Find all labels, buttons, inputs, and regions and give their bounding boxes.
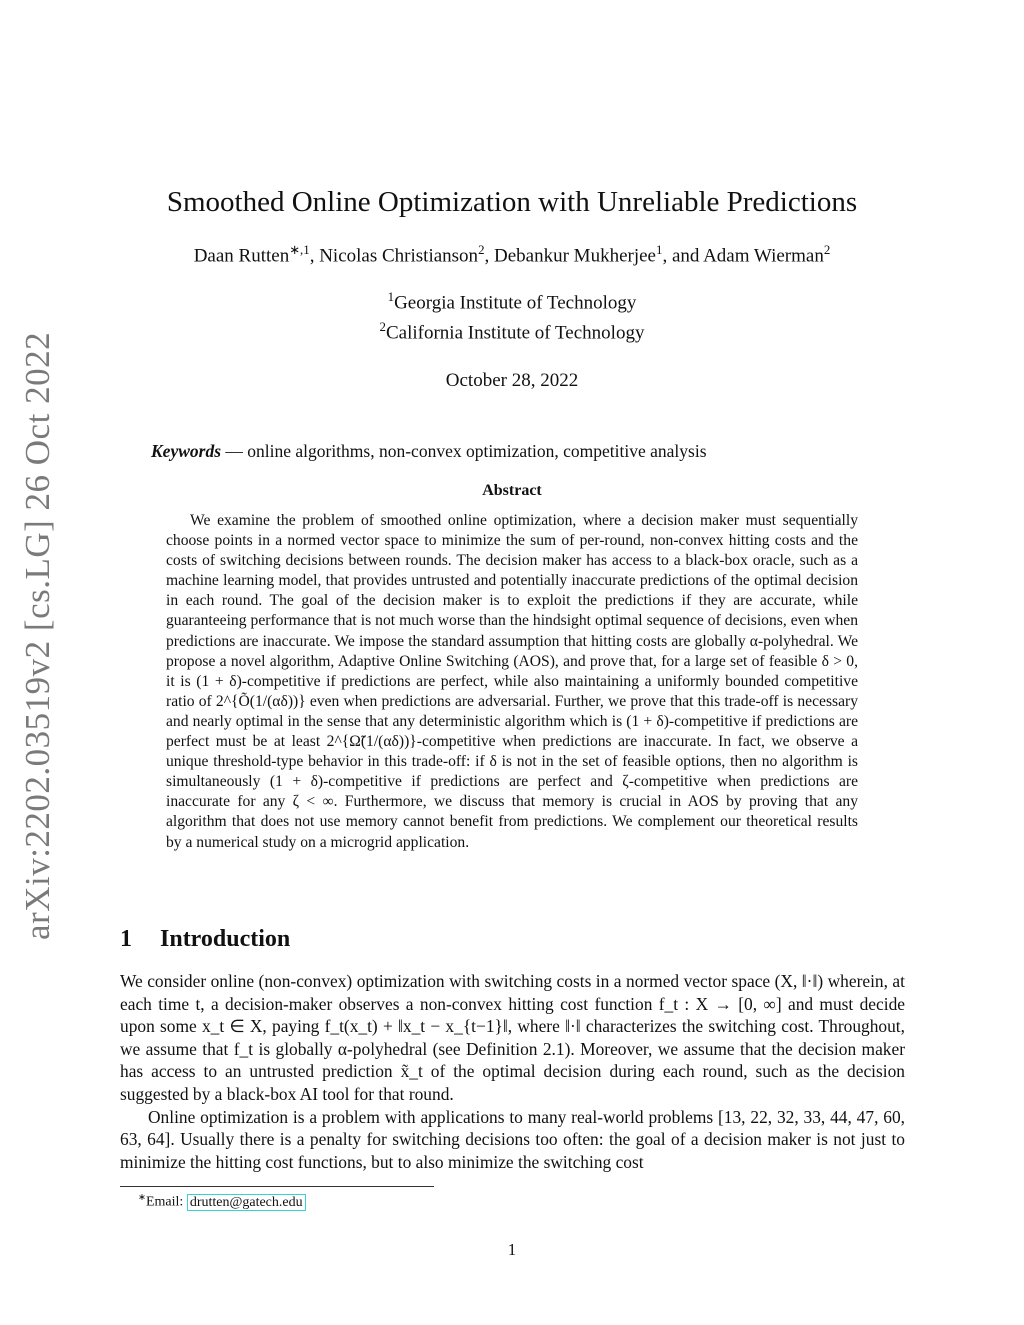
- author-separator: ,: [484, 245, 495, 267]
- footnote-label: Email:: [145, 1194, 187, 1210]
- author-affiliation-mark: 2: [823, 242, 831, 257]
- author-list: [0, 242, 1024, 267]
- abstract-body: [166, 511, 858, 853]
- section-number: 1: [120, 926, 132, 952]
- author-affiliation-mark: 1: [655, 242, 663, 257]
- affiliation-name: California Institute of Technology: [385, 322, 645, 344]
- publication-date: October 28, 2022: [445, 370, 579, 391]
- abstract-text: We examine the problem of smoothed online optimization, where a decision maker must sequentially choose points in a normed vector space to minimize the sum of per-round, non-convex hitting costs and the costs of switching decisions between rounds. The decision maker has access to a black-box oracle, such as a machine learning model, that provides untrusted and potentially inaccurate predictions of the optimal decision in each round. The goal of the decision maker is to exploit the predictions if they are accurate, while guaranteeing performance that is not much worse than the hindsight optimal sequence of decisions, even when predictions are inaccurate. We impose the standard assumption that hitting costs are globally α-polyhedral. We propose a novel algorithm, Adaptive Online Switching (AOS), and prove that, for a large set of feasible δ > 0, it is (1 + δ)-competitive if predictions are perfect, while also maintaining a uniformly bounded competitive ratio of 2^{Õ(1/(αδ))} even when predictions are adversarial. Further, we prove that this trade-off is necessary and nearly optimal in the sense that any deterministic algorithm which is (1 + δ)-competitive if predictions are perfect must be at least 2^{Ω̃(1/(αδ))}-competitive when predictions are inaccurate. In fact, we observe a unique threshold-type behavior in this trade-off: if δ is not in the set of feasible options, then no algorithm is simultaneously (1 + δ)-competitive if predictions are perfect and ζ-competitive when predictions are inaccurate for any ζ < ∞. Furthermore, we discuss that memory is crucial in AOS by proving that any algorithm that does not use memory cannot benefit from predictions. We complement our theoretical results by a numerical study on a microgrid application.: [166, 512, 858, 851]
- email-link[interactable]: drutten@gatech.edu: [187, 1194, 306, 1211]
- arxiv-identifier[interactable]: arXiv:2202.03519v2 [cs.LG] 26 Oct 2022: [18, 331, 57, 940]
- affiliation-list: [0, 285, 1024, 346]
- author-affiliation-mark: 2: [478, 242, 485, 257]
- affiliation-name: Georgia Institute of Technology: [394, 292, 637, 314]
- body-paragraph: Online optimization is a problem with applications to many real-world problems [13, 22, 32, 33, 44, 47, 60, 63, 64]. Usually there is a penalty for switching decisions too often: the goal of a decision maker is not just to minimize the hitting cost functions, but to also minimize the switching cost: [120, 1106, 905, 1172]
- section-heading: [120, 926, 290, 953]
- keywords-label: Keywords: [151, 441, 221, 461]
- affiliation-mark: 1: [387, 289, 395, 304]
- author-name: Adam Wierman: [703, 245, 824, 267]
- footnote: [138, 1192, 306, 1211]
- keywords-line: [151, 441, 891, 462]
- author-separator: , and: [662, 245, 704, 267]
- author-affiliation-mark: ∗,1: [289, 242, 310, 257]
- introduction-body: [120, 970, 905, 1173]
- section-title: Introduction: [160, 926, 291, 952]
- footnote-divider: [120, 1186, 434, 1187]
- footnote-marker: ∗: [138, 1193, 146, 1203]
- abstract-heading: Abstract: [482, 482, 542, 499]
- author-name: Debankur Mukherjee: [494, 245, 656, 267]
- author-separator: ,: [309, 245, 320, 267]
- affiliation-mark: 2: [379, 319, 386, 335]
- author-name: Daan Rutten: [193, 245, 290, 267]
- affiliation: [0, 315, 1024, 345]
- body-paragraph: We consider online (non-convex) optimization with switching costs in a normed vector space (X, ‖·‖) wherein, at each time t, a decision-maker observes a non-convex hitting cost function f_t : X → [0, ∞] and must decide upon some x_t ∈ X, paying f_t(x_t) + ‖x_t − x_{t−1}‖, where ‖·‖ characterizes the switching cost. Throughout, we assume that f_t is globally α-polyhedral (see Definition 2.1). Moreover, we assume that the decision maker has access to an untrusted prediction x̃_t of the optimal decision during each round, such as the decision suggested by a black-box AI tool for that round.: [120, 971, 905, 1104]
- affiliation: [0, 285, 1024, 315]
- keywords-text: — online algorithms, non-convex optimization, competitive analysis: [221, 441, 707, 461]
- author-name: Nicolas Christianson: [319, 245, 479, 267]
- paper-title: Smoothed Online Optimization with Unreliable Predictions: [166, 186, 858, 218]
- page-number: 1: [507, 1240, 517, 1259]
